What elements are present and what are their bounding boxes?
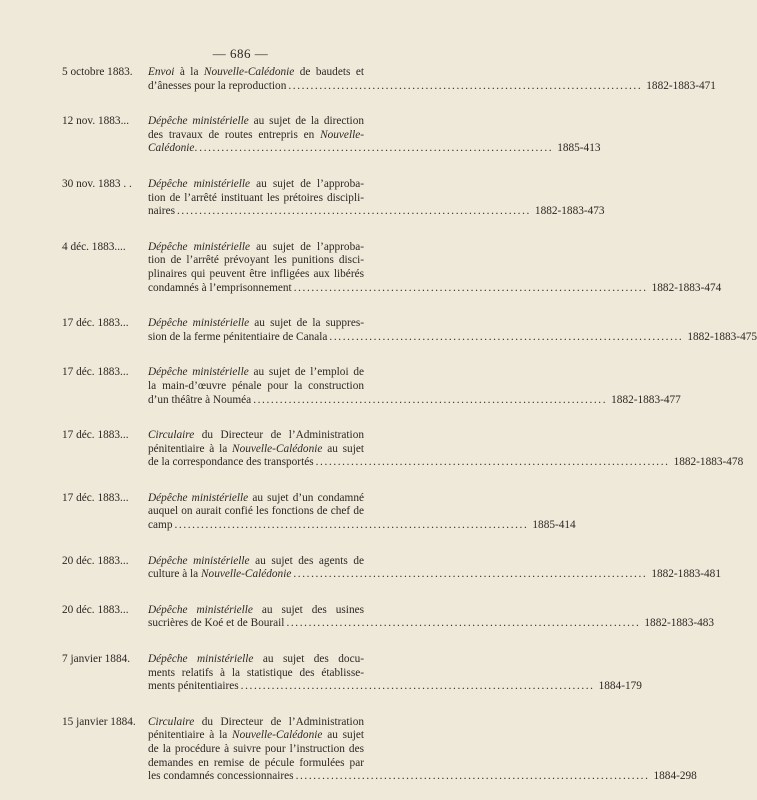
entry-reference: 1885-413 <box>557 142 601 155</box>
index-entry <box>0 240 722 295</box>
entry-description <box>148 554 721 582</box>
description-line <box>148 115 473 129</box>
description-line <box>148 716 473 730</box>
entry-description <box>148 603 715 631</box>
text-run: ments relatifs à la statistique des établisse- <box>148 666 364 679</box>
index-entry <box>0 429 744 470</box>
index-entry <box>0 653 642 694</box>
text-run: du Directeur de l’Administration <box>194 715 364 728</box>
entry-reference: 1882-1883-473 <box>534 205 605 218</box>
entry-date: 17 déc. 1883... <box>62 366 129 379</box>
description-line <box>148 505 473 519</box>
entry-description <box>148 240 722 295</box>
description-line <box>148 743 473 757</box>
text-run: de la procédure à suivre pour l’instruction des <box>148 743 364 755</box>
italic-term: Nouvelle-Calédonie <box>232 729 323 742</box>
italic-term: Calédonie <box>148 142 195 155</box>
text-run: auquel on aurait confié les fonctions de chef de <box>148 505 364 518</box>
description-line <box>148 178 473 192</box>
text-run: plinaires qui peuvent être infligées aux libérés <box>148 267 364 280</box>
dot-leader: ................................................................................ <box>176 205 531 218</box>
text-run: au sujet de l’approba- <box>250 240 364 253</box>
description-line <box>148 254 473 268</box>
text-run: naires <box>148 205 175 218</box>
description-line <box>148 393 681 408</box>
description-line <box>148 653 473 667</box>
index-entry <box>0 177 605 219</box>
entry-reference: 1882-1883-474 <box>651 281 722 294</box>
dot-leader: ................................................................................ <box>288 79 643 92</box>
entry-description <box>148 177 605 219</box>
entry-description <box>148 429 744 470</box>
description-line <box>148 142 601 156</box>
description-line <box>148 604 473 618</box>
text-run: au sujet des usines <box>252 603 364 616</box>
entry-reference: 1882-1883-478 <box>673 456 744 469</box>
text-run: d’un théâtre à Nouméa <box>148 393 252 406</box>
entry-description <box>148 715 697 784</box>
italic-term: Envoi <box>148 66 175 78</box>
description-line <box>148 241 473 255</box>
text-run: ments pénitentiaires <box>148 680 239 693</box>
italic-term: Dépêche ministérielle <box>148 317 250 330</box>
entry-reference: 1884-179 <box>598 680 642 693</box>
entry-date: 20 déc. 1883... <box>62 554 129 567</box>
text-run: tion de l’arrêté prévoyant les punitions disci- <box>148 254 364 267</box>
text-run: au sujet d’un condamné <box>248 491 364 504</box>
entry-description <box>148 115 601 156</box>
description-line <box>148 729 473 743</box>
description-line <box>148 770 697 784</box>
italic-term: Nouvelle-Calédonie <box>232 442 323 455</box>
index-entry <box>0 366 681 407</box>
entry-description <box>148 366 681 407</box>
dot-leader: ................................................................................ <box>199 142 554 155</box>
dot-leader: ................................................................................ <box>253 393 608 406</box>
italic-term: Dépêche ministérielle <box>148 491 249 504</box>
entry-date: 17 déc. 1883... <box>62 491 129 504</box>
index-entry <box>0 554 721 582</box>
description-line <box>148 129 473 143</box>
entry-description <box>148 491 576 533</box>
entry-description <box>148 66 716 93</box>
entry-date: 17 déc. 1883... <box>62 429 129 442</box>
chronological-index <box>0 66 757 784</box>
text-run: sucrières de Koé et de Bourail <box>148 617 285 630</box>
text-run: du Directeur de l’Administration <box>194 429 364 442</box>
description-line <box>148 281 722 296</box>
index-entry <box>0 715 697 784</box>
dot-leader: ................................................................................ <box>293 281 648 294</box>
text-run: sion de la ferme pénitentiaire de Canala <box>148 330 328 343</box>
entry-date: 15 janvier 1884. <box>62 715 136 728</box>
entry-date: 7 janvier 1884. <box>62 653 131 666</box>
entry-date: 4 déc. 1883.... <box>62 240 126 253</box>
text-run: au sujet de la direction <box>248 115 364 128</box>
entry-date: 12 nov. 1883... <box>62 115 130 128</box>
dot-leader: ................................................................................ <box>240 680 595 693</box>
text-run: de la correspondance des transportés <box>148 456 314 469</box>
dot-leader: ................................................................................ <box>293 568 648 581</box>
italic-term: Nouvelle-Calédonie <box>203 66 295 78</box>
dot-leader: ................................................................................ <box>315 456 670 469</box>
dot-leader: ................................................................................ <box>174 519 529 532</box>
text-run: la main-d’œuvre pénale pour la construction <box>148 379 364 392</box>
description-line <box>148 492 473 506</box>
text-run: au sujet <box>322 729 364 742</box>
description-line <box>148 443 473 457</box>
entry-date: 30 nov. 1883 . . <box>62 177 132 190</box>
text-run: au sujet <box>322 442 364 455</box>
italic-term: Dépêche ministérielle <box>148 554 250 567</box>
italic-term: Dépêche ministérielle <box>148 603 253 616</box>
index-entry <box>0 603 715 631</box>
description-line <box>148 380 473 394</box>
description-line <box>148 330 757 345</box>
description-line <box>148 617 715 631</box>
text-run: demandes en remise de pécule formulées par <box>148 756 364 769</box>
description-line <box>148 205 605 219</box>
entry-description <box>148 317 757 344</box>
entry-reference: 1882-1883-477 <box>611 393 681 406</box>
italic-term: Dépêche ministérielle <box>148 366 249 379</box>
index-entry <box>0 66 716 93</box>
entry-date: 17 déc. 1883... <box>62 317 129 330</box>
text-run: d’ânesses pour la reproduction <box>148 79 287 92</box>
description-line <box>148 268 473 282</box>
entry-date: 20 déc. 1883... <box>62 603 129 616</box>
italic-term: Circulaire <box>148 715 195 728</box>
entry-reference: 1882-1883-481 <box>651 568 721 581</box>
entry-reference: 1882-1883-475 <box>687 330 757 343</box>
index-entry <box>0 491 576 533</box>
text-run: tion de l’arrêté instituant les prétoires discipli- <box>148 191 364 204</box>
text-run: les condamnés concessionnaires <box>148 770 294 783</box>
text-run: de baudets et <box>294 66 364 78</box>
index-entry <box>0 317 757 344</box>
description-line <box>148 79 716 94</box>
description-line <box>148 568 721 582</box>
text-run: pénitentiaire à la <box>148 729 233 742</box>
text-run: camp <box>148 519 173 532</box>
description-line <box>148 192 473 206</box>
text-run: au sujet de la suppres- <box>249 317 364 330</box>
text-run: condamnés à l’emprisonnement <box>148 281 292 294</box>
text-run: au sujet de l’approba- <box>250 177 364 190</box>
text-run: au sujet des agents de <box>249 554 365 567</box>
entry-reference: 1882-1883-471 <box>646 79 716 92</box>
text-run: au sujet de l’emploi de <box>248 366 364 379</box>
dot-leader: ................................................................................ <box>286 617 641 630</box>
entry-description <box>148 653 642 694</box>
description-line <box>148 317 473 331</box>
italic-term: Nouvelle- <box>320 128 364 141</box>
text-run: pénitentiaire à la <box>148 442 233 455</box>
italic-term: Dépêche ministérielle <box>148 240 251 253</box>
entry-date: 5 octobre 1883. <box>62 66 133 78</box>
italic-term: Dépêche ministérielle <box>148 653 254 666</box>
description-line <box>148 555 473 569</box>
description-line <box>148 680 642 694</box>
index-entry <box>0 115 601 156</box>
text-run: culture à la <box>148 568 202 581</box>
text-run: à la <box>174 66 204 78</box>
entry-reference: 1885-414 <box>532 519 576 532</box>
text-run: des travaux de routes entrepris en <box>148 128 321 141</box>
dot-leader: ................................................................................ <box>329 330 684 343</box>
description-line <box>148 519 576 533</box>
italic-term: Circulaire <box>148 429 195 442</box>
description-line <box>148 66 473 80</box>
dot-leader: ................................................................................ <box>295 770 650 783</box>
italic-term: Nouvelle-Calédonie <box>201 568 292 581</box>
text-run: au sujet des docu- <box>253 653 365 666</box>
page-number: — 686 — <box>212 46 269 61</box>
entry-reference: 1882-1883-483 <box>644 617 715 630</box>
description-line <box>148 757 473 771</box>
text-run: . <box>194 142 198 155</box>
description-line <box>148 429 473 443</box>
description-line <box>148 456 744 470</box>
italic-term: Dépêche ministérielle <box>148 177 251 190</box>
entry-reference: 1884-298 <box>653 770 697 783</box>
description-line <box>148 667 473 681</box>
description-line <box>148 366 473 380</box>
italic-term: Dépêche ministérielle <box>148 115 249 128</box>
